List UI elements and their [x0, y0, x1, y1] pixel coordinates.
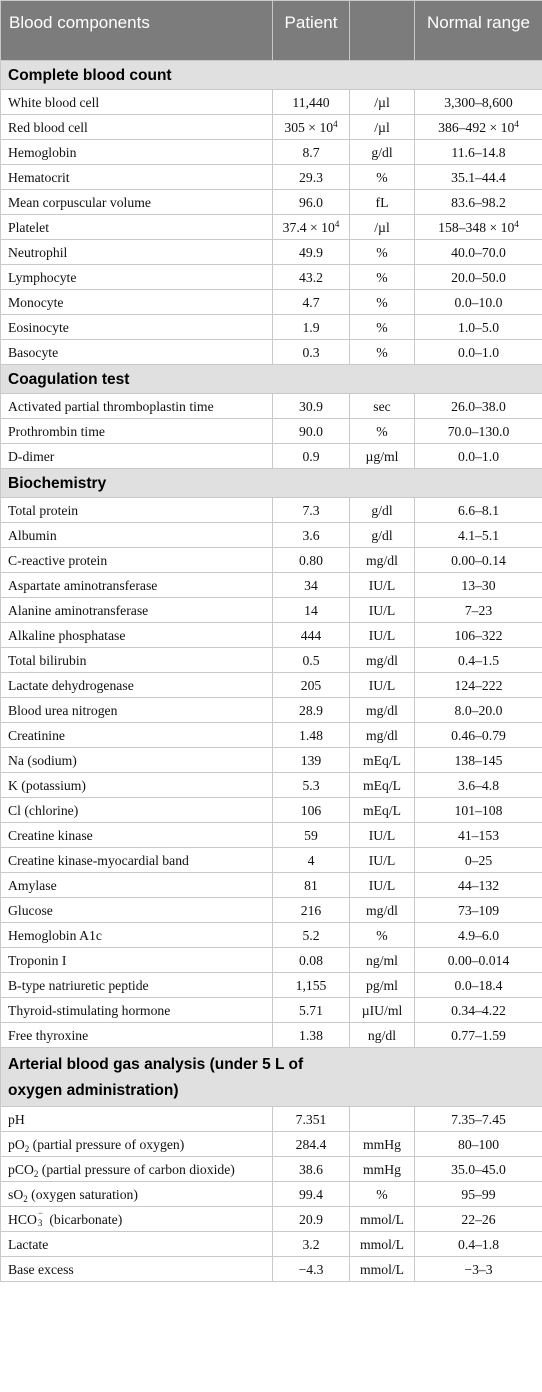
cell-unit: g/dl	[350, 140, 415, 165]
section-row-complete-blood-count	[1, 61, 542, 90]
table-row	[1, 648, 542, 673]
section-row-arterial-blood-gas-analysis-under-5-l-of	[1, 1048, 542, 1107]
cell-component-name: Alkaline phosphatase	[1, 623, 273, 648]
cell-component-name: Hematocrit	[1, 165, 273, 190]
cell-component-name: HCO − 3 (bicarbonate)	[1, 1207, 273, 1232]
cell-patient-value: 1.38	[273, 1023, 350, 1048]
cell-unit: mg/dl	[350, 723, 415, 748]
cell-component-name: Mean corpuscular volume	[1, 190, 273, 215]
cell-patient-value: 1.48	[273, 723, 350, 748]
cell-component-name: pCO$_2$ (partial pressure of carbon dioxide)	[1, 1157, 273, 1182]
cell-patient-value: 0.3	[273, 340, 350, 365]
cell-patient-value: 3.6	[273, 523, 350, 548]
cell-patient-value: 5.71	[273, 998, 350, 1023]
cell-patient-value: 49.9	[273, 240, 350, 265]
cell-component-name: Activated partial thromboplastin time	[1, 394, 273, 419]
cell-normal-range: 26.0–38.0	[415, 394, 542, 419]
table-row	[1, 290, 542, 315]
cell-unit: IU/L	[350, 848, 415, 873]
cell-unit: %	[350, 1182, 415, 1207]
cell-unit: %	[350, 290, 415, 315]
cell-component-name: K (potassium)	[1, 773, 273, 798]
table-row	[1, 394, 542, 419]
cell-patient-value: 38.6	[273, 1157, 350, 1182]
cell-patient-value: 106	[273, 798, 350, 823]
cell-unit: /µl	[350, 90, 415, 115]
table-row	[1, 315, 542, 340]
cell-unit: IU/L	[350, 598, 415, 623]
table-row	[1, 673, 542, 698]
cell-normal-range: 6.6–8.1	[415, 498, 542, 523]
cell-component-name: $pO_2$ (partial pressure of oxygen)	[1, 1132, 273, 1157]
cell-normal-range: 0.46–0.79	[415, 723, 542, 748]
cell-normal-range: 7.35–7.45	[415, 1107, 542, 1132]
table-row	[1, 1107, 542, 1132]
table-row	[1, 998, 542, 1023]
cell-unit: %	[350, 315, 415, 340]
cell-unit: ng/dl	[350, 1023, 415, 1048]
cell-normal-range: 8.0–20.0	[415, 698, 542, 723]
cell-unit: sec	[350, 394, 415, 419]
cell-patient-value: 43.2	[273, 265, 350, 290]
cell-component-name: Prothrombin time	[1, 419, 273, 444]
table-row	[1, 723, 542, 748]
cell-unit: %	[350, 265, 415, 290]
cell-normal-range: 0.34–4.22	[415, 998, 542, 1023]
cell-unit: fL	[350, 190, 415, 215]
cell-component-name: Na (sodium)	[1, 748, 273, 773]
cell-unit: IU/L	[350, 573, 415, 598]
cell-normal-range: 0.4–1.8	[415, 1232, 542, 1257]
cell-unit: IU/L	[350, 823, 415, 848]
cell-normal-range: 22–26	[415, 1207, 542, 1232]
cell-component-name: pH	[1, 1107, 273, 1132]
cell-patient-value: 7.351	[273, 1107, 350, 1132]
cell-patient-value: −4.3	[273, 1257, 350, 1282]
table-row	[1, 1023, 542, 1048]
table-row	[1, 948, 542, 973]
cell-unit: µIU/ml	[350, 998, 415, 1023]
cell-unit: IU/L	[350, 873, 415, 898]
cell-normal-range: 7–23	[415, 598, 542, 623]
header-unit	[350, 1, 415, 61]
table-row	[1, 973, 542, 998]
cell-component-name: Creatinine	[1, 723, 273, 748]
cell-normal-range: 11.6–14.8	[415, 140, 542, 165]
cell-component-name: Cl (chlorine)	[1, 798, 273, 823]
section-row-coagulation-test	[1, 365, 542, 394]
cell-component-name: White blood cell	[1, 90, 273, 115]
cell-component-name: Total bilirubin	[1, 648, 273, 673]
cell-normal-range: 0.00–0.14	[415, 548, 542, 573]
cell-patient-value: 99.4	[273, 1182, 350, 1207]
table-row	[1, 1257, 542, 1282]
table-row	[1, 623, 542, 648]
table-row	[1, 848, 542, 873]
cell-component-name: Base excess	[1, 1257, 273, 1282]
cell-component-name: Glucose	[1, 898, 273, 923]
cell-normal-range: 0.0–1.0	[415, 340, 542, 365]
cell-component-name: Blood urea nitrogen	[1, 698, 273, 723]
header-patient: Patient	[273, 1, 350, 61]
cell-normal-range: 80–100	[415, 1132, 542, 1157]
cell-normal-range: 3,300–8,600	[415, 90, 542, 115]
cell-unit: %	[350, 340, 415, 365]
cell-normal-range: 1.0–5.0	[415, 315, 542, 340]
table-row	[1, 773, 542, 798]
cell-patient-value: 4.7	[273, 290, 350, 315]
table-row	[1, 548, 542, 573]
cell-component-name: Platelet	[1, 215, 273, 240]
cell-normal-range: −3–3	[415, 1257, 542, 1282]
cell-unit: mmHg	[350, 1157, 415, 1182]
table-row	[1, 798, 542, 823]
cell-unit: IU/L	[350, 623, 415, 648]
cell-normal-range: 3.6–4.8	[415, 773, 542, 798]
cell-unit: mmol/L	[350, 1207, 415, 1232]
cell-patient-value: 8.7	[273, 140, 350, 165]
cell-unit	[350, 1107, 415, 1132]
header-row	[1, 1, 542, 61]
cell-patient-value: $37.4 \times 10^4$	[273, 215, 350, 240]
table-row	[1, 1182, 542, 1207]
table-row	[1, 523, 542, 548]
cell-normal-range: 83.6–98.2	[415, 190, 542, 215]
cell-unit: mEq/L	[350, 748, 415, 773]
cell-component-name: Neutrophil	[1, 240, 273, 265]
cell-component-name: B-type natriuretic peptide	[1, 973, 273, 998]
cell-normal-range: 0–25	[415, 848, 542, 873]
cell-component-name: Alanine aminotransferase	[1, 598, 273, 623]
cell-patient-value: 20.9	[273, 1207, 350, 1232]
table-row	[1, 215, 542, 240]
cell-component-name: Eosinocyte	[1, 315, 273, 340]
cell-unit: %	[350, 165, 415, 190]
cell-patient-value: 1,155	[273, 973, 350, 998]
cell-normal-range: $386-492 \times 10^4$	[415, 115, 542, 140]
cell-component-name: Free thyroxine	[1, 1023, 273, 1048]
header-blood-components: Blood components	[1, 1, 273, 61]
cell-patient-value: 444	[273, 623, 350, 648]
table-row	[1, 340, 542, 365]
cell-unit: %	[350, 419, 415, 444]
cell-unit: mmol/L	[350, 1232, 415, 1257]
cell-component-name: Hemoglobin	[1, 140, 273, 165]
table-row	[1, 190, 542, 215]
cell-patient-value: 11,440	[273, 90, 350, 115]
cell-patient-value: 139	[273, 748, 350, 773]
table-row	[1, 444, 542, 469]
cell-patient-value: 59	[273, 823, 350, 848]
cell-normal-range: 124–222	[415, 673, 542, 698]
cell-patient-value: 81	[273, 873, 350, 898]
cell-component-name: Hemoglobin A1c	[1, 923, 273, 948]
table-row	[1, 698, 542, 723]
cell-unit: pg/ml	[350, 973, 415, 998]
cell-unit: mEq/L	[350, 773, 415, 798]
cell-normal-range: 44–132	[415, 873, 542, 898]
table-body	[1, 61, 542, 1282]
section-title: Complete blood count	[1, 61, 542, 90]
table-row	[1, 1207, 542, 1232]
cell-unit: mg/dl	[350, 898, 415, 923]
cell-normal-range: 40.0–70.0	[415, 240, 542, 265]
cell-normal-range: 101–108	[415, 798, 542, 823]
cell-patient-value: 5.3	[273, 773, 350, 798]
section-title: Biochemistry	[1, 469, 542, 498]
cell-unit: ng/ml	[350, 948, 415, 973]
table-row	[1, 748, 542, 773]
cell-patient-value: 5.2	[273, 923, 350, 948]
cell-component-name: Aspartate aminotransferase	[1, 573, 273, 598]
cell-patient-value: 205	[273, 673, 350, 698]
cell-component-name: Monocyte	[1, 290, 273, 315]
cell-normal-range: 138–145	[415, 748, 542, 773]
cell-normal-range: 0.0–1.0	[415, 444, 542, 469]
cell-patient-value: 0.08	[273, 948, 350, 973]
cell-normal-range: 106–322	[415, 623, 542, 648]
cell-patient-value: 14	[273, 598, 350, 623]
cell-patient-value: 0.80	[273, 548, 350, 573]
cell-normal-range: 41–153	[415, 823, 542, 848]
cell-unit: g/dl	[350, 498, 415, 523]
cell-unit: mmHg	[350, 1132, 415, 1157]
table-row	[1, 498, 542, 523]
cell-normal-range: 35.1–44.4	[415, 165, 542, 190]
cell-unit: mEq/L	[350, 798, 415, 823]
cell-unit: mg/dl	[350, 698, 415, 723]
cell-unit: mg/dl	[350, 648, 415, 673]
table-header	[1, 1, 542, 61]
cell-patient-value: 284.4	[273, 1132, 350, 1157]
cell-patient-value: 34	[273, 573, 350, 598]
cell-patient-value: 90.0	[273, 419, 350, 444]
table-row	[1, 265, 542, 290]
table-row	[1, 598, 542, 623]
cell-normal-range: 4.1–5.1	[415, 523, 542, 548]
cell-normal-range: 95–99	[415, 1182, 542, 1207]
cell-component-name: Lymphocyte	[1, 265, 273, 290]
cell-component-name: Troponin I	[1, 948, 273, 973]
table-row	[1, 90, 542, 115]
table-row	[1, 1157, 542, 1182]
cell-patient-value: 0.9	[273, 444, 350, 469]
cell-component-name: Creatine kinase	[1, 823, 273, 848]
cell-patient-value: 4	[273, 848, 350, 873]
cell-patient-value: 29.3	[273, 165, 350, 190]
section-row-biochemistry	[1, 469, 542, 498]
cell-patient-value: 30.9	[273, 394, 350, 419]
cell-normal-range: 20.0–50.0	[415, 265, 542, 290]
cell-component-name: C-reactive protein	[1, 548, 273, 573]
cell-component-name: Thyroid-stimulating hormone	[1, 998, 273, 1023]
table-row	[1, 1132, 542, 1157]
cell-component-name: Amylase	[1, 873, 273, 898]
cell-component-name: Basocyte	[1, 340, 273, 365]
cell-unit: g/dl	[350, 523, 415, 548]
cell-component-name: Total protein	[1, 498, 273, 523]
cell-unit: IU/L	[350, 673, 415, 698]
cell-patient-value: 0.5	[273, 648, 350, 673]
cell-normal-range: 0.77–1.59	[415, 1023, 542, 1048]
cell-component-name: Lactate dehydrogenase	[1, 673, 273, 698]
table-row	[1, 240, 542, 265]
cell-patient-value: 96.0	[273, 190, 350, 215]
cell-unit: /µl	[350, 215, 415, 240]
cell-patient-value: 1.9	[273, 315, 350, 340]
table-row	[1, 1232, 542, 1257]
cell-unit: mmol/L	[350, 1257, 415, 1282]
cell-normal-range: 4.9–6.0	[415, 923, 542, 948]
cell-component-name: Creatine kinase-myocardial band	[1, 848, 273, 873]
cell-patient-value: $305 \times 10^4$	[273, 115, 350, 140]
cell-component-name: D-dimer	[1, 444, 273, 469]
table-row	[1, 873, 542, 898]
cell-normal-range: 0.00–0.014	[415, 948, 542, 973]
cell-normal-range: 0.0–18.4	[415, 973, 542, 998]
table-row	[1, 115, 542, 140]
cell-normal-range: 35.0–45.0	[415, 1157, 542, 1182]
cell-unit: /µl	[350, 115, 415, 140]
cell-normal-range: 70.0–130.0	[415, 419, 542, 444]
section-title: Arterial blood gas analysis (under 5 L of oxygen administration)	[1, 1048, 542, 1107]
cell-component-name: Red blood cell	[1, 115, 273, 140]
cell-normal-range: 0.0–10.0	[415, 290, 542, 315]
cell-normal-range: 73–109	[415, 898, 542, 923]
cell-normal-range: 13–30	[415, 573, 542, 598]
cell-component-name: Albumin	[1, 523, 273, 548]
cell-component-name: Lactate	[1, 1232, 273, 1257]
cell-patient-value: 28.9	[273, 698, 350, 723]
cell-unit: mg/dl	[350, 548, 415, 573]
table-row	[1, 165, 542, 190]
header-normal-range: Normal range	[415, 1, 542, 61]
table-row	[1, 419, 542, 444]
cell-patient-value: 216	[273, 898, 350, 923]
cell-normal-range: 0.4–1.5	[415, 648, 542, 673]
cell-unit: %	[350, 240, 415, 265]
table-row	[1, 898, 542, 923]
cell-unit: µg/ml	[350, 444, 415, 469]
table-row	[1, 573, 542, 598]
table-row	[1, 823, 542, 848]
cell-patient-value: 3.2	[273, 1232, 350, 1257]
table-row	[1, 140, 542, 165]
cell-patient-value: 7.3	[273, 498, 350, 523]
cell-component-name: $sO_2$ (oxygen saturation)	[1, 1182, 273, 1207]
table-row	[1, 923, 542, 948]
section-title: Coagulation test	[1, 365, 542, 394]
cell-normal-range: $158-348 \times 10^4$	[415, 215, 542, 240]
cell-unit: %	[350, 923, 415, 948]
